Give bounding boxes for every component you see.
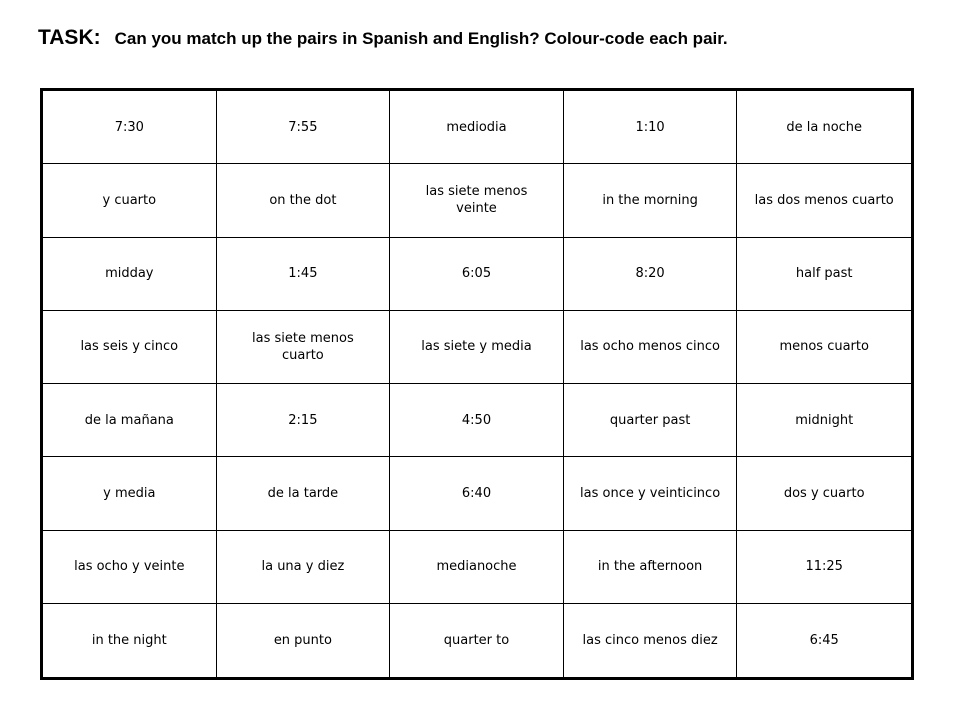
- grid-cell[interactable]: las siete menos cuarto: [217, 311, 391, 384]
- grid-cell[interactable]: las siete menos veinte: [390, 164, 564, 237]
- grid-cell[interactable]: in the morning: [564, 164, 738, 237]
- grid-cell[interactable]: las ocho y veinte: [43, 531, 217, 604]
- grid-cell[interactable]: 7:55: [217, 91, 391, 164]
- grid-cell[interactable]: 6:45: [809, 632, 839, 648]
- grid-cell[interactable]: de la mañana: [43, 384, 217, 457]
- grid-cell[interactable]: en punto: [217, 604, 391, 677]
- grid-cell[interactable]: 6:05: [390, 238, 564, 311]
- grid-cell[interactable]: 4:50: [390, 384, 564, 457]
- grid-cell[interactable]: in the night: [43, 604, 217, 677]
- matching-grid: [40, 88, 914, 680]
- grid-cell[interactable]: in the afternoon: [564, 531, 738, 604]
- grid-cell[interactable]: dos y cuarto: [737, 457, 911, 530]
- grid-cell[interactable]: de la noche: [737, 91, 911, 164]
- grid-cell[interactable]: menos cuarto: [737, 311, 911, 384]
- grid-cell[interactable]: 2:15: [217, 384, 391, 457]
- grid-cell[interactable]: on the dot: [217, 164, 391, 237]
- grid-cell[interactable]: 1:45: [217, 238, 391, 311]
- grid-cell[interactable]: midnight: [737, 384, 911, 457]
- grid-cell[interactable]: las ocho menos cinco: [564, 311, 738, 384]
- grid-cell[interactable]: las dos menos cuarto: [737, 164, 911, 237]
- grid-cell[interactable]: de la tarde: [217, 457, 391, 530]
- task-heading: [38, 26, 728, 58]
- grid-cell[interactable]: quarter past: [564, 384, 738, 457]
- grid-cell[interactable]: las seis y cinco: [43, 311, 217, 384]
- grid-cell[interactable]: 1:10: [564, 91, 738, 164]
- grid-cell[interactable]: y media: [43, 457, 217, 530]
- grid-cell[interactable]: quarter to: [390, 604, 564, 677]
- grid-cell[interactable]: 11:25: [737, 531, 911, 604]
- task-label: TASK:: [38, 26, 101, 49]
- grid-cell[interactable]: 7:30: [43, 91, 217, 164]
- grid-cell[interactable]: la una y diez: [217, 531, 391, 604]
- grid-cell[interactable]: medianoche: [390, 531, 564, 604]
- grid-cell[interactable]: 8:20: [564, 238, 738, 311]
- grid-cell[interactable]: 6:40: [390, 457, 564, 530]
- grid-cell[interactable]: las siete y media: [390, 311, 564, 384]
- grid-cell[interactable]: half past: [737, 238, 911, 311]
- grid-cell[interactable]: las cinco menos diez: [564, 604, 738, 677]
- grid-cell[interactable]: las once y veinticinco: [564, 457, 738, 530]
- grid-cell[interactable]: mediodia: [390, 91, 564, 164]
- grid-cell[interactable]: midday: [43, 238, 217, 311]
- task-instructions: Can you match up the pairs in Spanish and English? Colour-code each pair.: [114, 29, 728, 48]
- grid-cell[interactable]: y cuarto: [43, 164, 217, 237]
